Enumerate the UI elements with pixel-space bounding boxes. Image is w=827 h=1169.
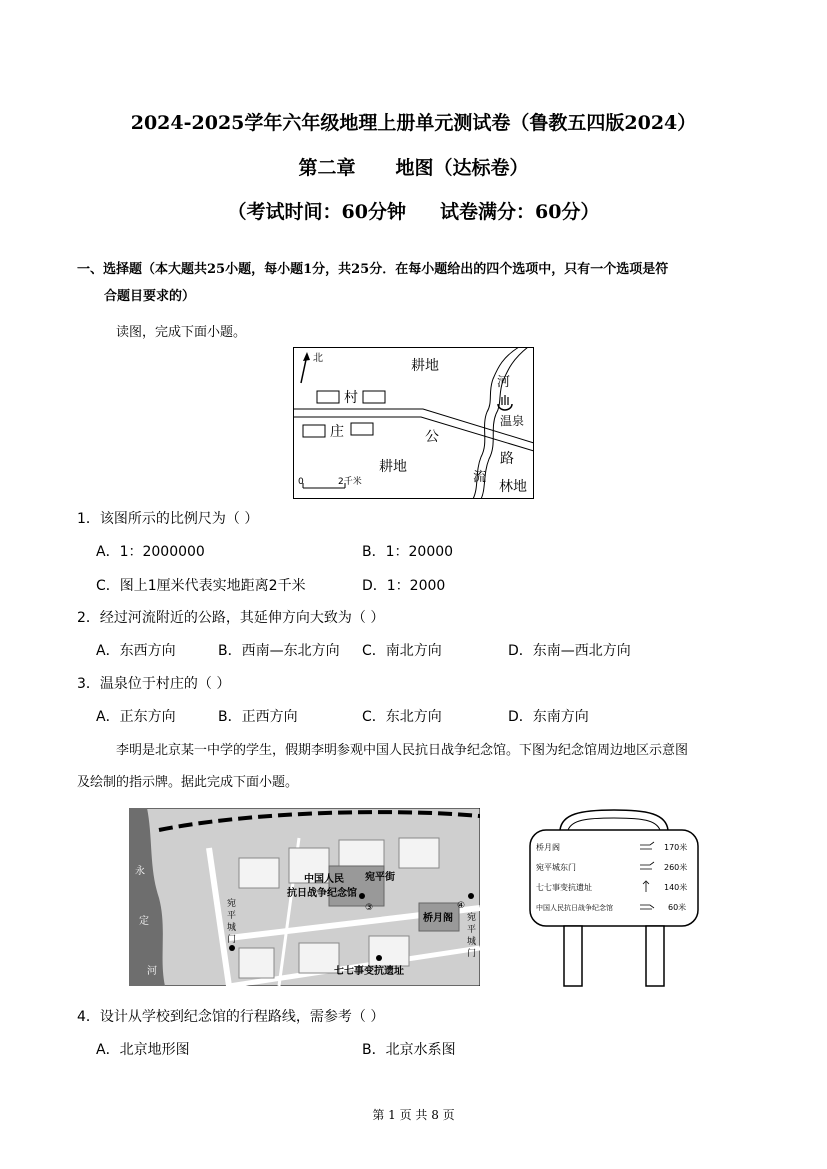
- sign-row-3-name: 七七事变抗遗址: [536, 883, 592, 892]
- question-4-option-b[interactable]: B．北京水系图: [362, 1042, 456, 1058]
- north-label: 北: [313, 353, 323, 364]
- forest-label: 林地: [499, 479, 527, 495]
- east-gate-char-2: 平: [467, 925, 477, 935]
- exam-time: （考试时间：60分钟: [227, 201, 406, 223]
- sign-row-2-distance: 260米: [664, 863, 688, 872]
- full-score: 试卷满分：60分）: [440, 201, 600, 223]
- question-1-option-b[interactable]: B．1：20000: [362, 544, 454, 560]
- question-1-stem: 1．该图所示的比例尺为（ ）: [77, 511, 259, 527]
- question-4-option-a[interactable]: A．北京地形图: [96, 1042, 190, 1058]
- question-2-option-c[interactable]: C．南北方向: [362, 643, 442, 659]
- sign-row-4-distance: 60米: [668, 903, 687, 912]
- question-3-stem: 3．温泉位于村庄的（ ）: [77, 676, 231, 692]
- village-label-1: 村: [344, 390, 358, 406]
- question-3-option-a[interactable]: A．正东方向: [96, 709, 176, 725]
- museum-label-1: 中国人民: [304, 874, 344, 885]
- intro-text-2-cont: 及绘制的指示牌。据此完成下面小题。: [77, 775, 299, 790]
- village-label-2: 庄: [330, 424, 344, 440]
- river-label-2: 流: [473, 470, 487, 485]
- chapter-line: [0, 153, 827, 180]
- question-1-option-c[interactable]: C．图上1厘米代表实地距离2千米: [96, 578, 306, 594]
- intro-text-2: 李明是北京某一中学的学生，假期李明参观中国人民抗日战争纪念馆。下图为纪念馆周边地区示意图: [116, 743, 689, 758]
- chapter-number: 第二章: [298, 157, 356, 179]
- page-title: 2024-2025学年六年级地理上册单元测试卷（鲁教五四版2024）: [130, 112, 697, 134]
- sign-row-4-name: 中国人民抗日战争纪念馆: [536, 904, 613, 912]
- question-1-option-d[interactable]: D．1：2000: [362, 578, 446, 594]
- intro-text-1: 读图，完成下面小题。: [116, 325, 247, 340]
- west-gate-char-3: 城: [227, 923, 237, 933]
- question-2-option-b[interactable]: B．西南—东北方向: [218, 643, 340, 659]
- east-gate-char-1: 宛: [467, 913, 477, 923]
- sign-row-1-name: 桥月阁: [536, 843, 560, 852]
- signboard: [528, 808, 700, 988]
- question-1-option-a[interactable]: A．1：2000000: [96, 544, 205, 560]
- exam-info: [0, 197, 827, 224]
- wanping-street-label: 宛平街: [365, 872, 395, 883]
- sign-row-1-distance: 170米: [664, 843, 688, 852]
- moon-pavilion-label: 桥月阁: [423, 913, 453, 924]
- question-4-stem: 4．设计从学校到纪念馆的行程路线，需参考（ ）: [77, 1009, 385, 1025]
- section-heading-cont: 合题目要求的）: [104, 289, 196, 304]
- question-2-option-d[interactable]: D．东南—西北方向: [508, 643, 631, 659]
- chapter-title: 地图（达标卷）: [395, 157, 529, 179]
- marco-polo-site-label: 七七事变抗遗址: [334, 966, 404, 977]
- question-2-stem: 2．经过河流附近的公路，其延伸方向大致为（ ）: [77, 610, 385, 626]
- question-3-option-c[interactable]: C．东北方向: [362, 709, 442, 725]
- east-gate-char-4: 门: [467, 949, 477, 959]
- road-label-2: 路: [500, 451, 514, 467]
- page-footer: 第 1 页 共 8 页: [372, 1108, 455, 1122]
- hot-spring-label: 温泉: [500, 414, 525, 428]
- river-char-3: 河: [147, 966, 157, 977]
- east-gate-number: ④: [457, 901, 466, 911]
- farmland-label-top: 耕地: [411, 358, 439, 374]
- river-char-1: 永: [135, 866, 145, 877]
- west-gate-char-2: 平: [227, 911, 237, 921]
- question-3-option-b[interactable]: B．正西方向: [218, 709, 298, 725]
- section-heading: 一、选择题（本大题共25小题，每小题1分，共25分．在每小题给出的四个选项中，只有一个选项是符: [77, 262, 669, 277]
- scale-zero: 0: [298, 477, 304, 487]
- question-2-option-a[interactable]: A．东西方向: [96, 643, 176, 659]
- museum-area-map: [129, 808, 480, 986]
- museum-label-2: 抗日战争纪念馆: [287, 888, 357, 899]
- village-map: [293, 347, 534, 499]
- scale-label: 2千米: [338, 477, 362, 487]
- road-label-1: 公: [425, 429, 439, 445]
- river-char-2: 定: [139, 916, 149, 927]
- east-gate-char-3: 城: [467, 937, 477, 947]
- sign-row-3-distance: 140米: [664, 883, 688, 892]
- river-label-1: 河: [497, 375, 511, 390]
- mid-number: ③: [365, 903, 374, 913]
- west-gate-char-1: 宛: [227, 899, 237, 909]
- farmland-label-bottom: 耕地: [379, 459, 407, 475]
- west-gate-char-4: 门: [227, 935, 237, 945]
- question-3-option-d[interactable]: D．东南方向: [508, 709, 589, 725]
- sign-row-2-name: 宛平城东门: [536, 863, 576, 872]
